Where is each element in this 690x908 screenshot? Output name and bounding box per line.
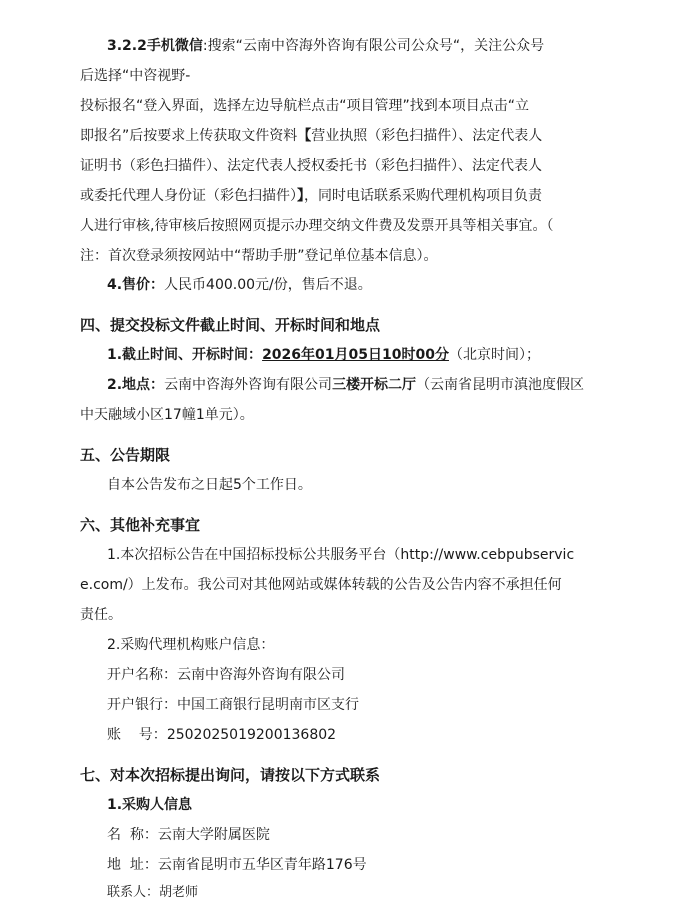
s322-text-6a: 或委托代理人身份证（彩色扫描件） [80,188,297,204]
sec6-para-1a: 1.本次招标公告在中国招标投标公共服务平台（http://www.cebpubservic [107,547,575,563]
sec6-para-1c: 责任。 [80,607,122,623]
s322-line-7: 人进行审核,待审核后按照网页提示办理交纳文件费及发票开具等相关事宜。（ [80,218,554,234]
deadline-label: 1.截止时间、开标时间： [107,347,263,363]
s322-line-5: 证明书（彩色扫描件）、法定代表人授权委托书（彩色扫描件）、法定代表人 [80,158,542,174]
account-bank: 开户银行：中国工商银行昆明南市区支行 [107,697,359,713]
location-address-1: （云南省昆明市滇池度假区 [416,377,585,393]
s322-line-8: 注：首次登录须按网站中“帮助手册”登记单位基本信息）。 [80,248,438,264]
s322-line-2: 后选择“中咨视野- [80,68,191,84]
purchaser-info-heading: 1.采购人信息 [107,797,193,813]
location-room: 三楼开标二厅 [332,377,417,393]
s322-text-1: 搜索“云南中咨海外咨询有限公司公众号“，关注公众号 [207,38,545,54]
location-company: 云南中咨海外咨询有限公司 [164,377,333,393]
price-line [107,275,372,295]
s322-title: 手机微信 [146,38,203,54]
s322-line-3: 投标报名“登入界面，选择左边导航栏点击“项目管理”找到本项目点击“立 [80,98,530,114]
account-name: 开户名称：云南中咨海外咨询有限公司 [107,667,345,683]
s322-bracket-close: 】 [297,188,304,204]
location-label: 2.地点： [107,377,165,393]
price-value: 人民币400.00元/份，售后不退。 [164,277,372,293]
deadline-value: 2026年01月05日10时00分 [262,347,449,363]
price-label: 4.售价： [107,277,165,293]
s322-text-4a: 即报名”后按要求上传获取文件资料 [80,128,298,144]
sec4-item-2 [107,375,584,395]
s322-colon: : [202,38,208,54]
sec6-para-2: 2.采购代理机构账户信息： [107,637,275,653]
purchaser-address: 地 址：云南省昆明市五华区青年路176号 [107,857,367,873]
s322-number: 3.2.2 [107,38,147,54]
s322-bracket-open: 【 [297,128,312,144]
account-number-label: 账 号： [107,727,167,743]
deadline-suffix: （北京时间）； [448,347,540,363]
sec7-heading: 七、对本次招标提出询问，请按以下方式联系 [80,766,381,784]
sec6-heading: 六、其他补充事宜 [80,516,201,534]
s322-line-4 [80,126,542,146]
location-address-2: 中天融域小区17幢1单元）。 [80,407,254,423]
sec5-text: 自本公告发布之日起5个工作日。 [107,477,312,493]
s322-line-6 [80,186,542,206]
purchaser-contact: 联系人：胡老师 [107,885,199,900]
sec4-heading: 四、提交投标文件截止时间、开标时间和地点 [80,316,381,334]
sec4-item-1 [107,345,540,365]
sec6-para-1b: e.com/）上发布。我公司对其他网站或媒体转载的公告及公告内容不承担任何 [80,577,562,593]
account-number-line [107,725,336,745]
s322-line-1 [107,36,544,56]
s322-text-6c: ，同时电话联系采购代理机构项目负责 [304,188,542,204]
purchaser-name: 名 称：云南大学附属医院 [107,827,270,843]
s322-text-4c: 营业执照（彩色扫描件）、法定代表人 [311,128,543,144]
sec5-heading: 五、公告期限 [80,446,171,464]
account-number: 2502025019200136802 [166,727,337,743]
